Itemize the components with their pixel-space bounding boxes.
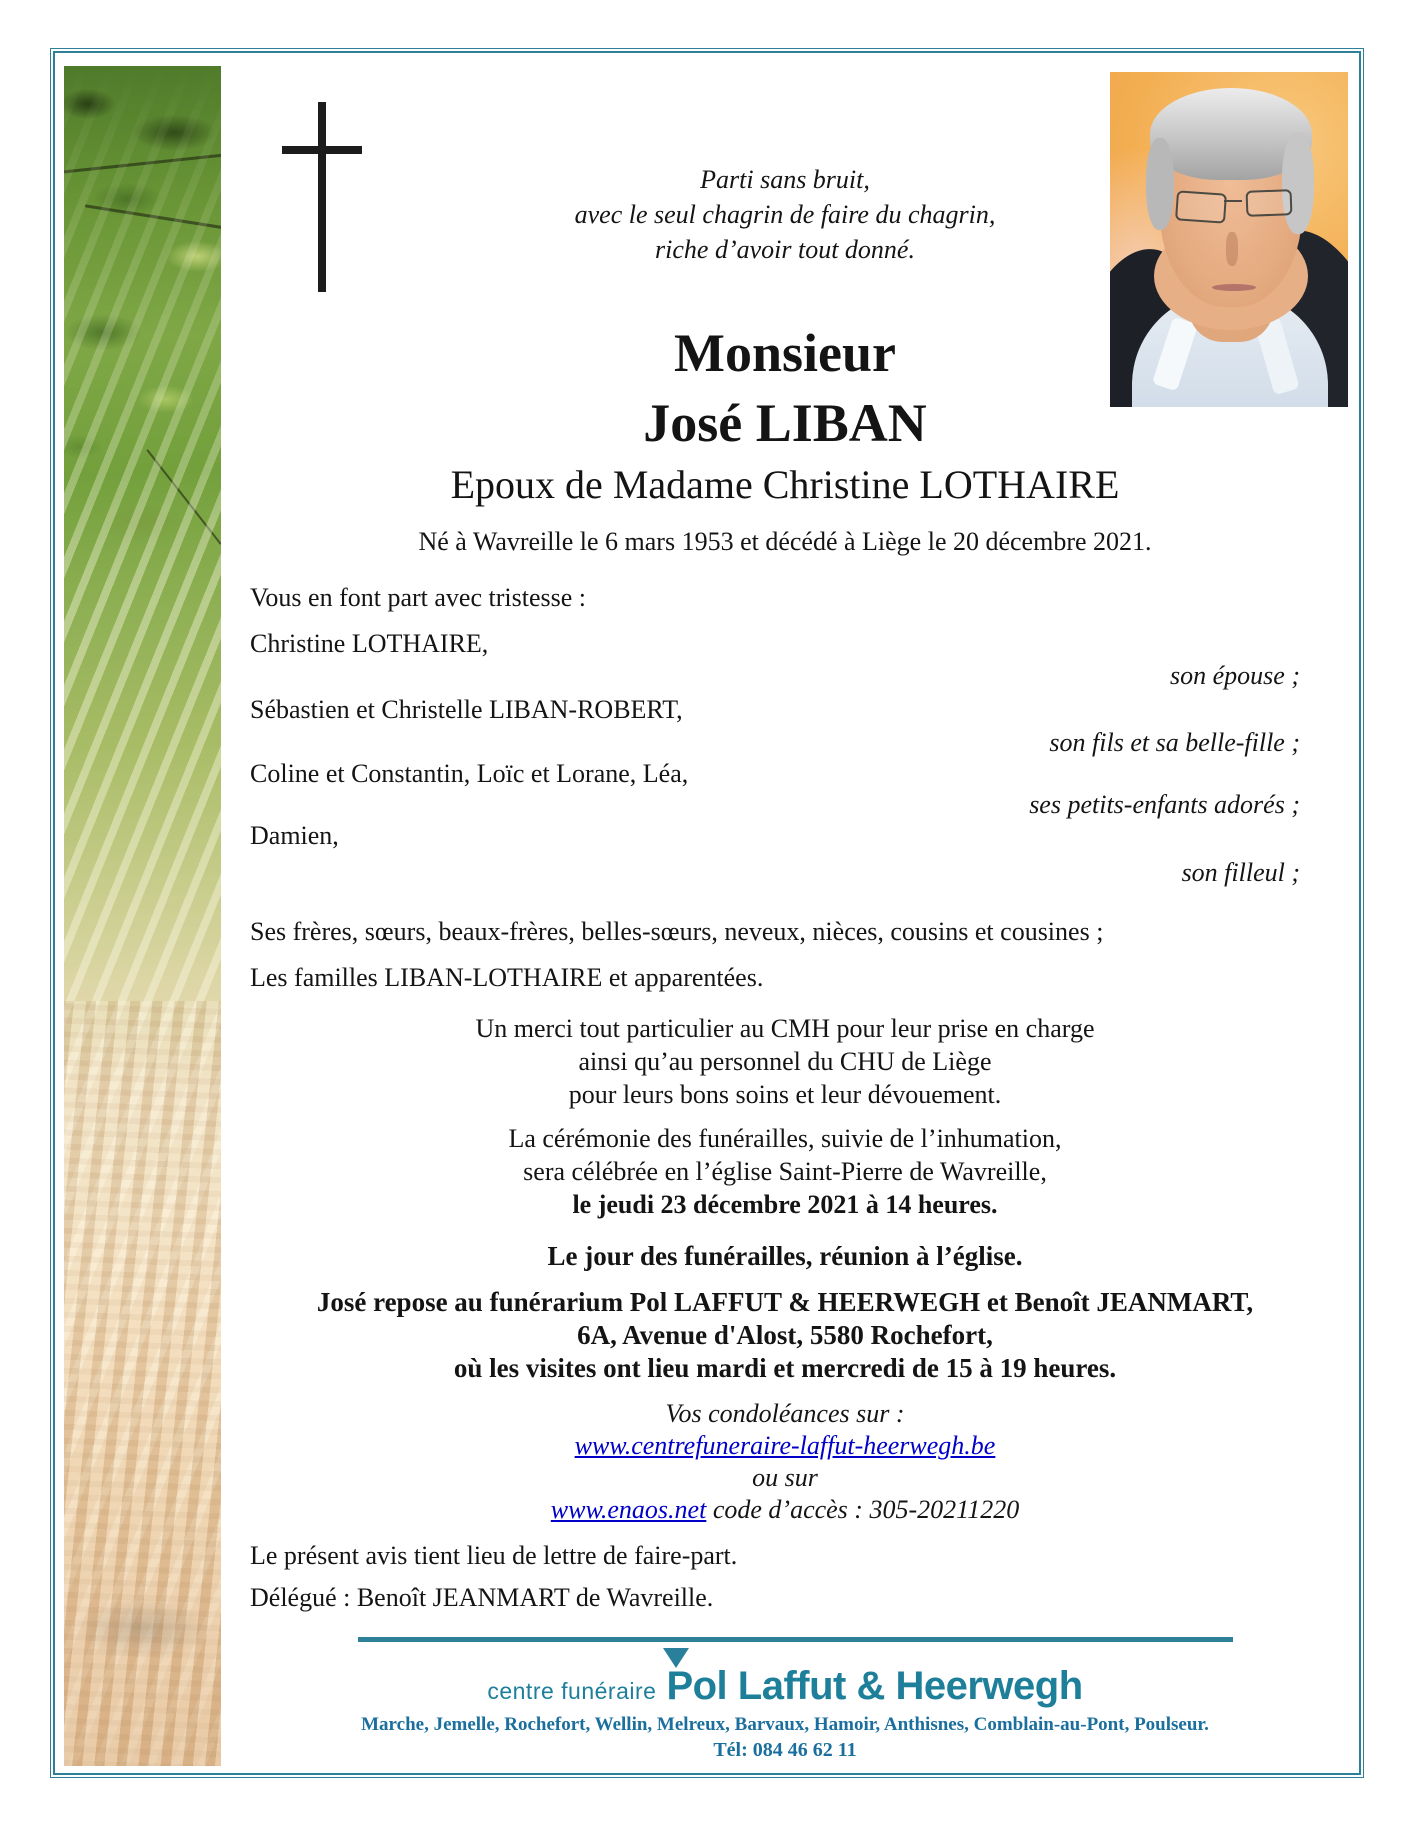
condolences-link-primary[interactable]: www.centrefuneraire-laffut-heerwegh.be xyxy=(574,1431,996,1460)
text-column xyxy=(250,0,1320,1833)
ceremony-date-line: le jeudi 23 décembre 2021 à 14 heures. xyxy=(572,1190,998,1219)
relative-names: Coline et Constantin, Loïc et Lorane, Léa, xyxy=(250,759,689,788)
footer-divider xyxy=(358,1637,1233,1642)
forest-path-image xyxy=(64,66,221,1766)
ceremony-line: sera célébrée en l’église Saint-Pierre de Wavreille, xyxy=(523,1157,1047,1186)
condolences-separator: ou sur xyxy=(752,1463,818,1492)
repose-block xyxy=(250,1286,1320,1385)
memorial-quote xyxy=(250,162,1320,267)
gathering-line: Le jour des funérailles, réunion à l’église. xyxy=(547,1241,1023,1271)
logo-prefix: centre funéraire xyxy=(487,1678,657,1704)
thanks-line: pour leurs bons soins et leur dévouement. xyxy=(568,1080,1002,1109)
ceremony-block xyxy=(250,1122,1320,1221)
delegate-line: Délégué : Benoît JEANMART de Wavreille. xyxy=(250,1583,714,1612)
relative-relation: ses petits-enfants adorés ; xyxy=(1029,790,1300,819)
relative-names: Damien, xyxy=(250,821,339,850)
logo-triangle-icon xyxy=(663,1648,689,1668)
families-line: Les familles LIBAN-LOTHAIRE et apparentées. xyxy=(250,963,764,992)
repose-visits-line: où les visites ont lieu mardi et mercredi de 15 à 19 heures. xyxy=(453,1353,1117,1383)
repose-line: José repose au funérarium Pol LAFFUT & HEERWEGH et Benoît JEANMART, xyxy=(316,1287,1254,1317)
deceased-spouse-line: Epoux de Madame Christine LOTHAIRE xyxy=(450,462,1120,507)
quote-line: riche d’avoir tout donné. xyxy=(655,235,915,264)
quote-line: Parti sans bruit, xyxy=(700,165,870,194)
repose-address-line: 6A, Avenue d'Alost, 5580 Rochefort, xyxy=(577,1320,993,1350)
ceremony-line: La cérémonie des funérailles, suivie de l’inhumation, xyxy=(508,1124,1062,1153)
relative-names: Sébastien et Christelle LIBAN-ROBERT, xyxy=(250,695,683,724)
thanks-block xyxy=(250,1012,1320,1111)
announcement-intro: Vous en font part avec tristesse : xyxy=(250,583,586,612)
thanks-line: ainsi qu’au personnel du CHU de Liège xyxy=(578,1047,992,1076)
quote-line: avec le seul chagrin de faire du chagrin, xyxy=(574,200,996,229)
notice-line: Le présent avis tient lieu de lettre de faire-part. xyxy=(250,1541,738,1570)
deceased-name: José LIBAN xyxy=(643,393,927,453)
condolences-intro: Vos condoléances sur : xyxy=(665,1399,905,1428)
relative-relation: son fils et sa belle-fille ; xyxy=(1049,728,1300,757)
relative-relation: son épouse ; xyxy=(1170,661,1300,690)
extended-family-line: Ses frères, sœurs, beaux-frères, belles-sœurs, neveux, nièces, cousins et cousines ; xyxy=(250,917,1104,946)
condolences-block xyxy=(250,1398,1320,1526)
footer-phone: Tél: 084 46 62 11 xyxy=(713,1739,857,1761)
condolences-link-secondary[interactable]: www.enaos.net xyxy=(550,1495,707,1524)
thanks-line: Un merci tout particulier au CMH pour leur prise en charge xyxy=(475,1014,1095,1043)
relative-names: Christine LOTHAIRE, xyxy=(250,629,489,658)
deceased-title: Monsieur xyxy=(674,323,896,383)
birth-death-line: Né à Wavreille le 6 mars 1953 et décédé à Liège le 20 décembre 2021. xyxy=(418,527,1152,556)
access-code: code d’accès : 305-20211220 xyxy=(706,1495,1020,1524)
footer-locations: Marche, Jemelle, Rochefort, Wellin, Melreux, Barvaux, Hamoir, Anthisnes, Comblain-au-Pont, Poulseur. xyxy=(361,1714,1209,1735)
funeral-home-logo xyxy=(250,1664,1320,1709)
sandy-path-texture xyxy=(64,1001,221,1766)
logo-brand-name: Pol Laffut & Heerwegh xyxy=(666,1664,1083,1708)
relative-relation: son filleul ; xyxy=(1181,858,1300,887)
